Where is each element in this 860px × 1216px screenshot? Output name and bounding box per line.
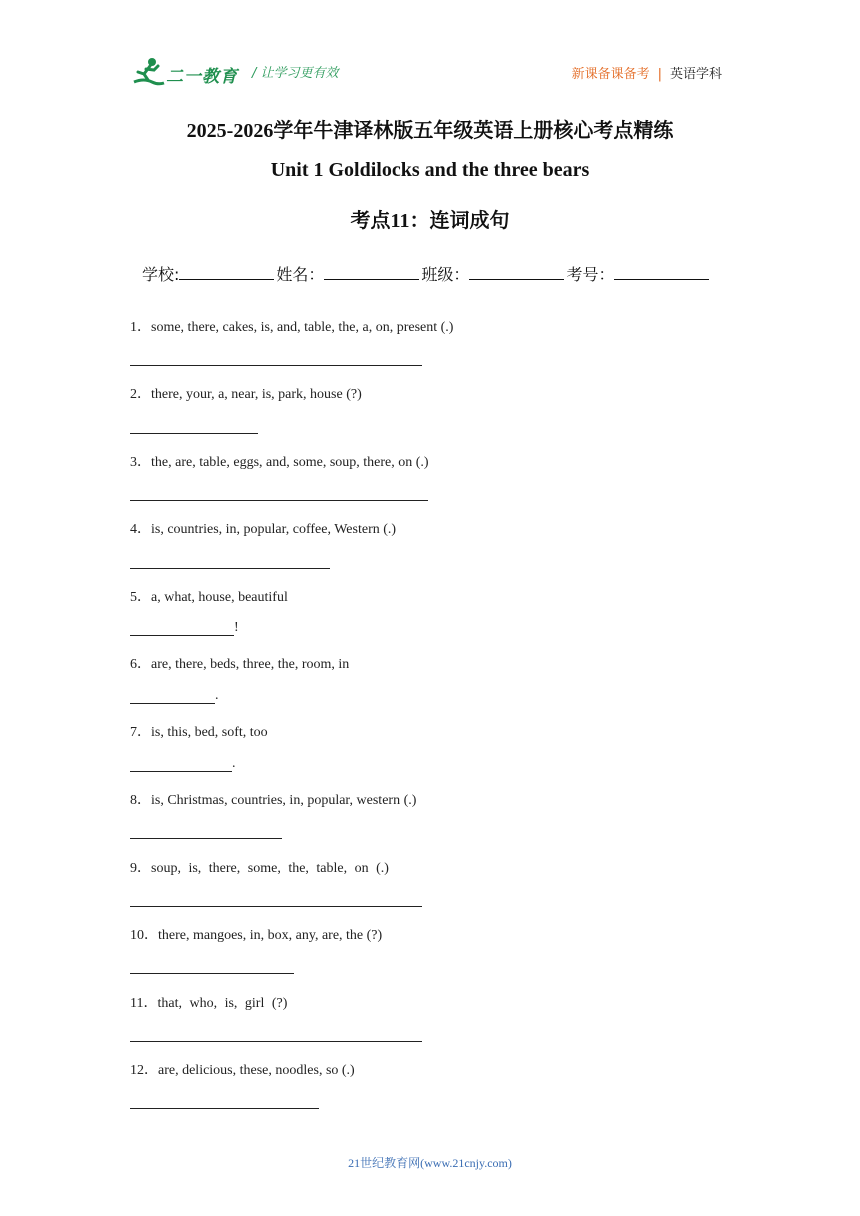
class-blank[interactable] [469,265,564,280]
answer-line[interactable]: ! [130,620,239,634]
question-text: 10．there, mangoes, in, box, any, are, the (?) [130,928,383,943]
answer-line[interactable] [130,958,294,972]
running-person-icon [130,56,166,88]
page-header [130,56,730,92]
question-text: 1．some, there, cakes, is, and, table, the, a, on, present (.) [130,320,454,335]
number-label: 考号： [566,265,615,284]
answer-line[interactable] [130,350,422,364]
school-blank[interactable] [179,265,274,280]
answer-line[interactable] [130,823,282,837]
header-course-label: 新课备课备考 [571,67,650,82]
slogan: / 让学习更有效 [252,66,339,81]
main-title: 2025-2026学年牛津译林版五年级英语上册核心考点精练 [186,120,674,142]
unit-title: Unit 1 Goldilocks and the three bears [270,159,590,181]
topic-title: 考点11：连词成句 [350,210,510,232]
question-text: 7．is, this, bed, soft, too [130,725,268,740]
question-text: 5．a, what, house, beautiful [130,590,288,605]
answer-line[interactable]: . [130,688,219,702]
number-blank[interactable] [614,265,709,280]
header-subject-label: 英语学科 [669,67,722,82]
question-text: 6．are, there, beds, three, the, room, in [130,657,350,672]
answer-line[interactable] [130,553,330,567]
student-info-line [142,262,711,285]
question-text: 9．soup, is, there, some, the, table, on (.) [130,861,389,876]
answer-line[interactable] [130,418,258,432]
question-text: 8．is, Christmas, countries, in, popular, western (.) [130,793,417,808]
question-text: 2．there, your, a, near, is, park, house (?) [130,387,362,402]
name-label: 姓名： [276,265,325,284]
name-blank[interactable] [324,265,419,280]
footer: 21世纪教育网(www.21cnjy.com) [348,1156,512,1170]
class-label: 班级： [421,265,470,284]
answer-line[interactable] [130,891,422,905]
logo-text: 二一教育 [166,67,238,87]
answer-line[interactable] [130,1093,319,1107]
question-text: 3．the, are, table, eggs, and, some, soup, there, on (.) [130,455,429,470]
header-separator: | [657,67,662,82]
answer-line[interactable] [130,485,428,499]
header-right [572,63,722,82]
school-label: 学校: [142,265,180,284]
question-text: 4．is, countries, in, popular, coffee, Western (.) [130,522,397,537]
answer-line[interactable]: . [130,756,236,770]
question-text: 11．that, who, is, girl (?) [130,996,288,1011]
question-text: 12．are, delicious, these, noodles, so (.) [130,1063,355,1078]
answer-line[interactable] [130,1026,422,1040]
